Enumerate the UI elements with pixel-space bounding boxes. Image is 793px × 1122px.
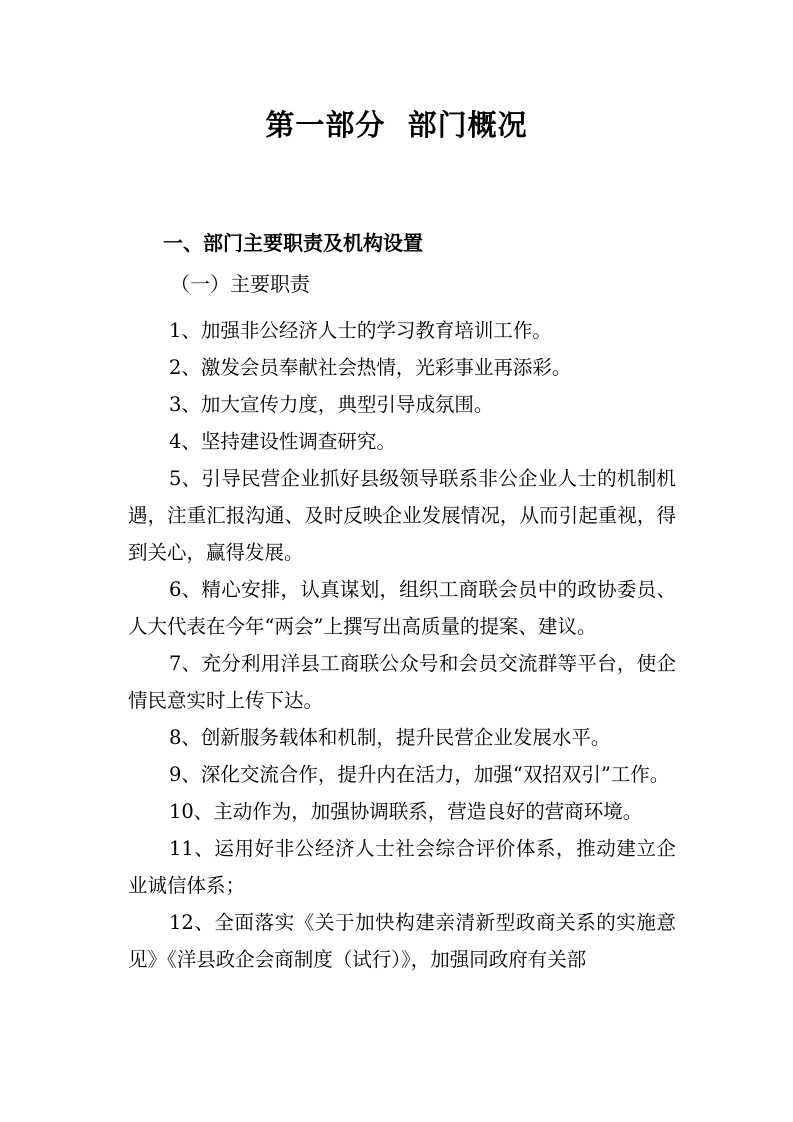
paragraph-2: 2、激发会员奉献社会热情，光彩事业再添彩。 bbox=[168, 356, 572, 379]
body-text bbox=[128, 312, 676, 978]
paragraph-12: 12、全面落实《关于加快构建亲清新型政商关系的实施意见》《洋县政企会商制度（试行）》，加强同政府有关部 bbox=[128, 911, 676, 971]
paragraph-1: 1、加强非公经济人士的学习教育培训工作。 bbox=[168, 319, 552, 342]
paragraph-3: 3、加大宣传力度，典型引导成氛围。 bbox=[168, 393, 494, 416]
paragraph-5: 5、引导民营企业抓好县级领导联系非公企业人士的机制机遇，注重汇报沟通、及时反映企业发展情况，从而引起重视，得到关心，赢得发展。 bbox=[128, 467, 676, 564]
section-heading: 一、部门主要职责及机构设置 bbox=[163, 231, 423, 255]
paragraph-10: 10、主动作为，加强协调联系，营造良好的营商环境。 bbox=[168, 800, 643, 823]
paragraph-11: 11、运用好非公经济人士社会综合评价体系，推动建立企业诚信体系； bbox=[128, 837, 676, 897]
paragraph-7: 7、充分利用洋县工商联公众号和会员交流群等平台，使企情民意实时上传下达。 bbox=[128, 652, 676, 712]
paragraph-8: 8、创新服务载体和机制，提升民营企业发展水平。 bbox=[168, 726, 611, 749]
paragraph-4: 4、坚持建设性调查研究。 bbox=[168, 430, 396, 453]
paragraph-6: 6、精心安排，认真谋划，组织工商联会员中的政协委员、人大代表在今年“两会”上撰写出高质量的提案、建议。 bbox=[128, 578, 676, 638]
paragraph-9: 9、深化交流合作，提升内在活力，加强“双招双引”工作。 bbox=[168, 763, 670, 786]
section-subheading: （一）主要职责 bbox=[170, 272, 310, 296]
page-title: 第一部分 部门概况 bbox=[265, 108, 528, 142]
